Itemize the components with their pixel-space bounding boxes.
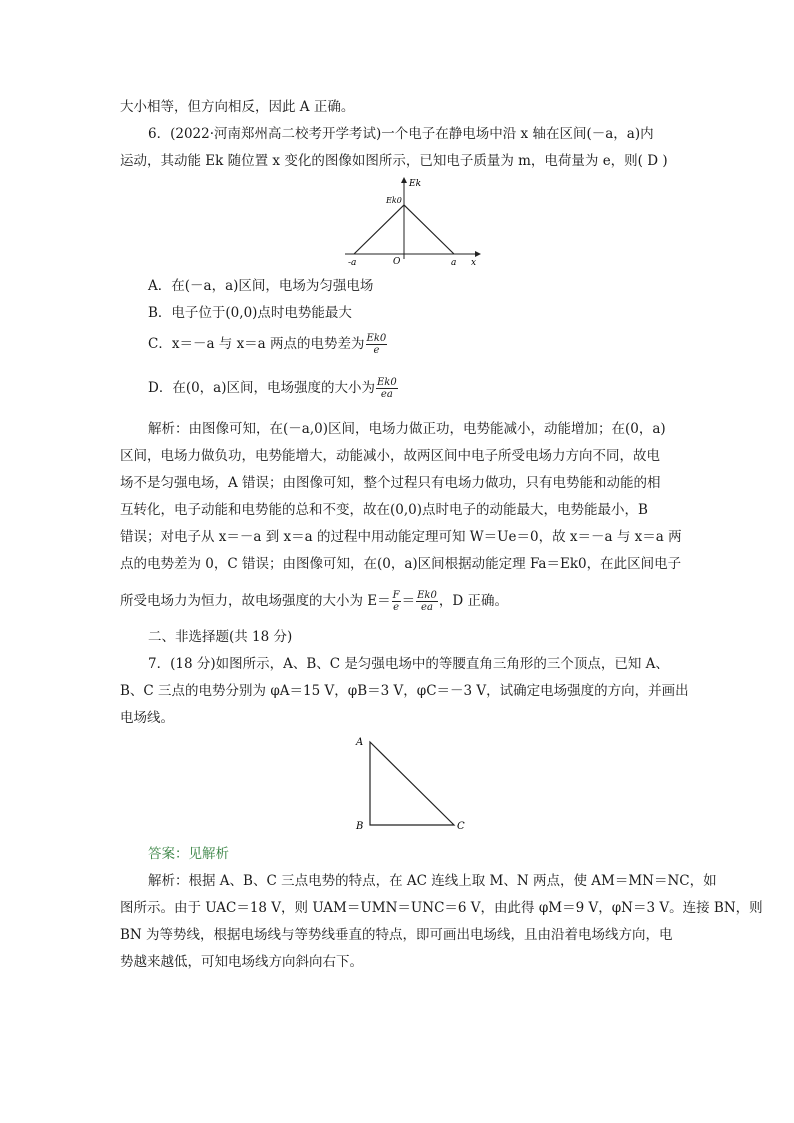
option-b: B．电子位于(0,0)点时电势能最大: [148, 305, 352, 321]
analysis-7-line: 图所示。由于 UAC＝18 V，则 UAM＝UMN＝UNC＝6 V，由此得 φM＝9 V，φN＝3 V。连接 BN，则: [120, 900, 763, 916]
left-label: -a: [348, 258, 357, 268]
y-axis-arrow-icon: [401, 177, 407, 183]
fraction-denominator: e: [393, 602, 400, 613]
y-axis-label: Ek: [409, 179, 422, 189]
energy-fraction: [416, 590, 438, 613]
x-axis-label: x: [471, 258, 477, 268]
analysis-6-line: 互转化，电子动能和电势能的总和不变，故在(0,0)点时电子的动能最大，电势能最小，B: [120, 502, 648, 518]
question-7-line-2: B、C 三点的电势分别为 φA＝15 V，φB＝3 V，φC＝－3 V，试确定电场强度的方向，并画出: [120, 683, 689, 699]
fraction-denominator: ea: [380, 389, 393, 400]
fraction-denominator: ea: [421, 602, 433, 613]
analysis-7-line: 势越来越低，可知电场线方向斜向右下。: [120, 954, 363, 970]
fraction-numerator: Ek0: [366, 333, 387, 344]
option-d: [148, 377, 399, 400]
origin-label: O: [393, 257, 401, 267]
option-c-fraction: [366, 333, 388, 356]
question-6-line-2: 运动，其动能 Ek 随位置 x 变化的图像如图所示，已知电子质量为 m，电荷量为 e，则( D ): [120, 153, 668, 169]
section-title: 二、非选择题(共 18 分): [148, 629, 293, 645]
option-d-text: D．在(0，a)区间，电场强度的大小为: [148, 380, 375, 396]
option-d-fraction: [376, 377, 398, 400]
vertex-b-label: B: [356, 821, 364, 832]
answer-label: 答案：见解析: [148, 846, 229, 862]
analysis-text: 所受电场力为恒力，故电场强度的大小为 E＝: [120, 593, 391, 609]
right-label: a: [451, 258, 457, 268]
triangle-diagram: [350, 730, 475, 835]
option-c: [148, 333, 388, 356]
right-triangle: [370, 742, 454, 825]
analysis-6-line: 场不是匀强电场，A 错误；由图像可知，整个过程只有电场力做功，只有电势能和动能的相: [120, 475, 661, 491]
question-7-line-1: 7．(18 分)如图所示，A、B、C 是匀强电场中的等腰直角三角形的三个顶点，已知 A、: [148, 656, 669, 672]
fraction-numerator: Ek0: [377, 377, 397, 388]
fraction-numerator: F: [392, 590, 400, 601]
analysis-6-last-line: [120, 590, 508, 613]
force-fraction: [392, 590, 401, 613]
analysis-text: ，D 正确。: [438, 593, 508, 609]
vertex-a-label: A: [356, 737, 364, 748]
question-7-line-3: 电场线。: [120, 710, 174, 726]
energy-position-graph: [340, 175, 485, 270]
analysis-6-line: 解析：由图像可知，在(－a,0)区间，电场力做正功，电势能减小，动能增加；在(0，a): [148, 421, 666, 437]
fraction-denominator: e: [373, 345, 380, 356]
option-a: A．在(－a，a)区间，电场为匀强电场: [148, 278, 374, 294]
x-axis-arrow-icon: [475, 251, 481, 257]
analysis-7-line: 解析：根据 A、B、C 三点电势的特点，在 AC 连线上取 M、N 两点，使 AM＝MN＝NC，如: [148, 873, 717, 889]
question-6-line-1: 6．(2022·河南郑州高二校考开学考试)一个电子在静电场中沿 x 轴在区间(－a，a)内: [148, 126, 654, 142]
analysis-6-line: 点的电势差为 0，C 错误；由图像可知，在(0，a)区间根据动能定理 Fa＝Ek0，在此区间电子: [120, 556, 682, 572]
equals-sign: ＝: [401, 593, 416, 609]
analysis-6-line: 错误；对电子从 x＝－a 到 x＝a 的过程中用动能定理可知 W＝Ue＝0，故 x＝－a 与 x＝a 两: [120, 529, 682, 545]
analysis-6-line: 区间，电场力做负功，电势能增大，动能减小，故两区间中电子所受电场力方向不同，故电: [120, 448, 660, 464]
text-line: 大小相等，但方向相反，因此 A 正确。: [120, 99, 355, 115]
option-c-text: C．x＝－a 与 x＝a 两点的电势差为: [148, 336, 365, 352]
fraction-numerator: Ek0: [417, 590, 437, 601]
peak-label: Ek0: [386, 196, 402, 205]
vertex-c-label: C: [457, 821, 465, 832]
analysis-7-line: BN 为等势线，根据电场线与等势线垂直的特点，即可画出电场线，且由沿着电场线方向，电: [120, 927, 673, 943]
